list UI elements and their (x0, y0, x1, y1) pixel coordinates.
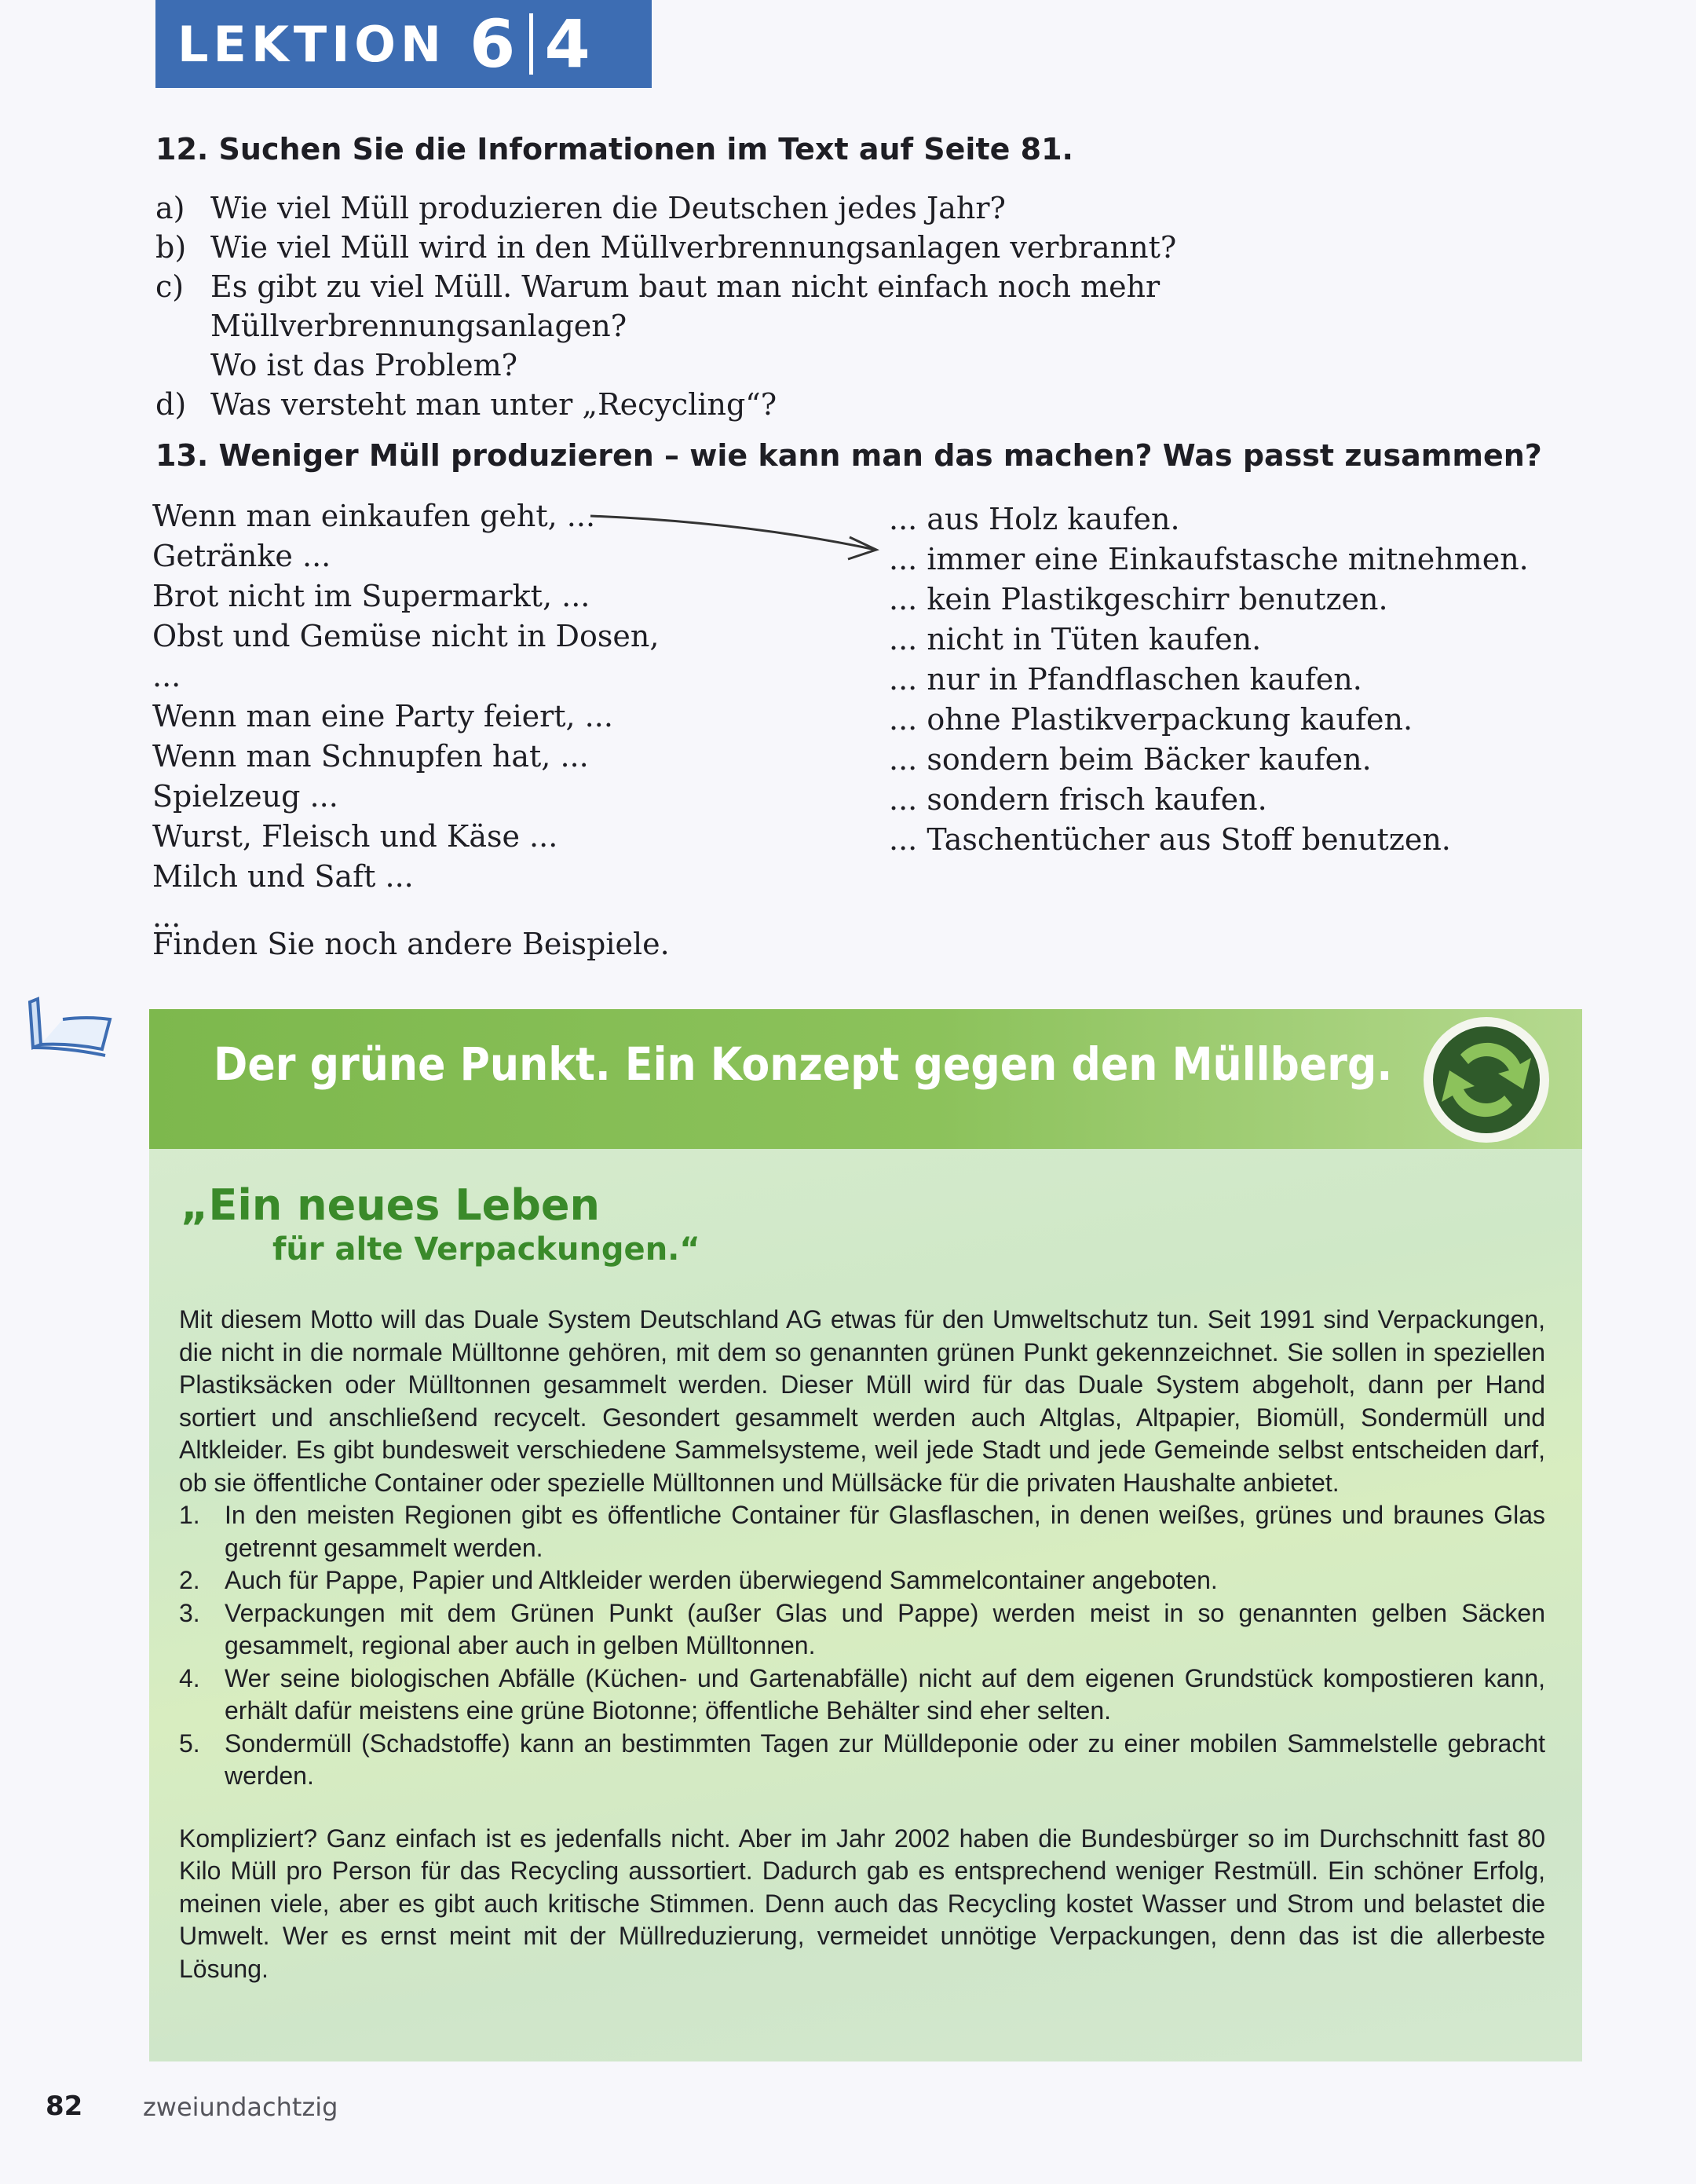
match-right-item: ... Taschentücher aus Stoff benutzen. (889, 822, 1451, 857)
unit-number: 4 (544, 5, 590, 82)
gruener-punkt-logo-icon (1420, 1015, 1553, 1145)
match-right-item: ... ohne Plastikverpackung kaufen. (889, 702, 1413, 737)
list-text: Wer seine biologischen Abfälle (Küchen- und Gartenabfälle) nicht auf dem eigenen Grundstück kompostieren kann, erhält dafür meistens eine grüne Biotonne; öffentliche Behälter sind eher selten. (225, 1663, 1545, 1725)
match-left-item: Wurst, Fleisch und Käse ... (152, 819, 558, 854)
match-right-item: ... nicht in Tüten kaufen. (889, 622, 1262, 657)
collection-list (179, 1499, 1545, 1793)
motto-line-1: „Ein neues Leben (181, 1180, 600, 1230)
box-title-bar (149, 1009, 1582, 1149)
match-left-item: ... (152, 899, 181, 934)
list-item (179, 1597, 1545, 1663)
list-text: Verpackungen mit dem Grünen Punkt (außer Glas und Pappe) werden meist in so genannten gelben Säcken gesammelt, regional aber auch in gelben Mülltonnen. (225, 1598, 1545, 1659)
gruener-punkt-box (149, 1009, 1582, 2061)
exercise-13-title: 13. Weniger Müll produzieren – wie kann man das machen? Was passt zusammen? (155, 438, 1542, 473)
match-right-item: ... sondern beim Bäcker kaufen. (889, 742, 1372, 777)
question-letter: c) (155, 269, 185, 304)
list-number: 4. (179, 1663, 200, 1692)
match-left-item: Wenn man eine Party feiert, ... (152, 699, 613, 733)
article-intro: Mit diesem Motto will das Duale System Deutschland AG etwas für den Umweltschutz tun. Seit 1991 sind Verpackungen, die nicht in die normale Mülltonne gehören, mit dem so genannten grünen Punkt gekennzeichnet. Sie sollen in speziellen Plastiksäcken oder Mülltonnen gesammelt werden. Dieser Müll wird für das Duale System abgeholt, dann per Hand sortiert und anschließend recycelt. Gesondert gesammelt werden auch Altglas, Altpapier, Biomüll, Sondermüll und Altkleider. Es gibt bundesweit verschiedene Sammelsysteme, weil jede Stadt und jede Gemeinde selbst entscheiden darf, ob sie öffentliche Container oder spezielle Mülltonnen und Müllsäcke für die privaten Haushalte anbietet. (179, 1305, 1545, 1497)
question-text: Was versteht man unter „Recycling“? (210, 387, 777, 422)
list-text: Auch für Pappe, Papier und Altkleider werden überwiegend Sammelcontainer angeboten. (225, 1566, 1218, 1594)
match-right-item: ... nur in Pfandflaschen kaufen. (889, 662, 1362, 697)
more-examples-prompt: Finden Sie noch andere Beispiele. (152, 927, 670, 961)
match-right-item: ... sondern frisch kaufen. (889, 782, 1267, 817)
match-right-item: ... kein Plastikgeschirr benutzen. (889, 582, 1388, 616)
list-number: 5. (179, 1729, 200, 1758)
match-left-item: Brot nicht im Supermarkt, ... (152, 579, 590, 613)
list-item (179, 1663, 1545, 1728)
match-left-item: Milch und Saft ... (152, 859, 414, 894)
article-body (179, 1304, 1545, 1985)
question-text: Wo ist das Problem? (210, 348, 517, 382)
lektion-label: LEKTION (177, 15, 446, 73)
list-number: 1. (179, 1501, 200, 1529)
match-left-item: Obst und Gemüse nicht in Dosen, ... (152, 619, 660, 693)
list-number: 2. (179, 1566, 200, 1594)
list-item (179, 1499, 1545, 1564)
motto-line-2: für alte Verpackungen.“ (272, 1231, 700, 1268)
question-letter: b) (155, 230, 187, 265)
match-left-item: Spielzeug ... (152, 779, 338, 814)
match-left-item: Getränke ... (152, 539, 331, 573)
match-right-item: ... aus Holz kaufen. (889, 502, 1180, 536)
list-number: 3. (179, 1598, 200, 1627)
list-item (179, 1564, 1545, 1597)
example-match-arrow (0, 0, 1696, 628)
page-number: 82 (46, 2091, 83, 2122)
match-left-item: Wenn man einkaufen geht, ... (152, 499, 596, 533)
book-icon (24, 996, 126, 1059)
question-letter: d) (155, 387, 187, 422)
list-item (179, 1728, 1545, 1793)
box-title: Der grüne Punkt. Ein Konzept gegen den Müllberg. (214, 1037, 1393, 1091)
question-text: Wie viel Müll produzieren die Deutschen jedes Jahr? (210, 191, 1006, 225)
match-right-item: ... immer eine Einkaufstasche mitnehmen. (889, 542, 1529, 576)
article-closing: Kompliziert? Ganz einfach ist es jedenfalls nicht. Aber im Jahr 2002 haben die Bundesbürger so im Durchschnitt fast 80 Kilo Müll pro Person für das Recycling aussortiert. Dadurch gab es entsprechend weniger Restmüll. Ein schöner Erfolg, meinen viele, aber es gibt auch kritische Stimmen. Denn auch das Recycling kostet Wasser und Strom und belastet die Umwelt. Wer es ernst meint mit der Müllreduzierung, vermeidet unnötige Verpackungen, denn das ist die allerbeste Lösung. (179, 1824, 1545, 1983)
page-number-word: zweiundachtzig (143, 2092, 338, 2122)
list-text: In den meisten Regionen gibt es öffentliche Container für Glasflaschen, in denen weißes, grünes und braunes Glas getrennt gesammelt werden. (225, 1501, 1545, 1562)
lesson-number: 6 (469, 5, 516, 82)
exercise-12-title: 12. Suchen Sie die Informationen im Text auf Seite 81. (155, 132, 1073, 166)
list-text: Sondermüll (Schadstoffe) kann an bestimmten Tagen zur Mülldeponie oder zu einer mobilen Sammelstelle gebracht werden. (225, 1729, 1545, 1790)
question-text: Wie viel Müll wird in den Müllverbrennungsanlagen verbrannt? (210, 230, 1177, 265)
match-left-item: Wenn man Schnupfen hat, ... (152, 739, 589, 774)
question-text: Es gibt zu viel Müll. Warum baut man nicht einfach noch mehr Müllverbrennungsanlagen? (210, 269, 1161, 343)
question-letter: a) (155, 191, 185, 225)
